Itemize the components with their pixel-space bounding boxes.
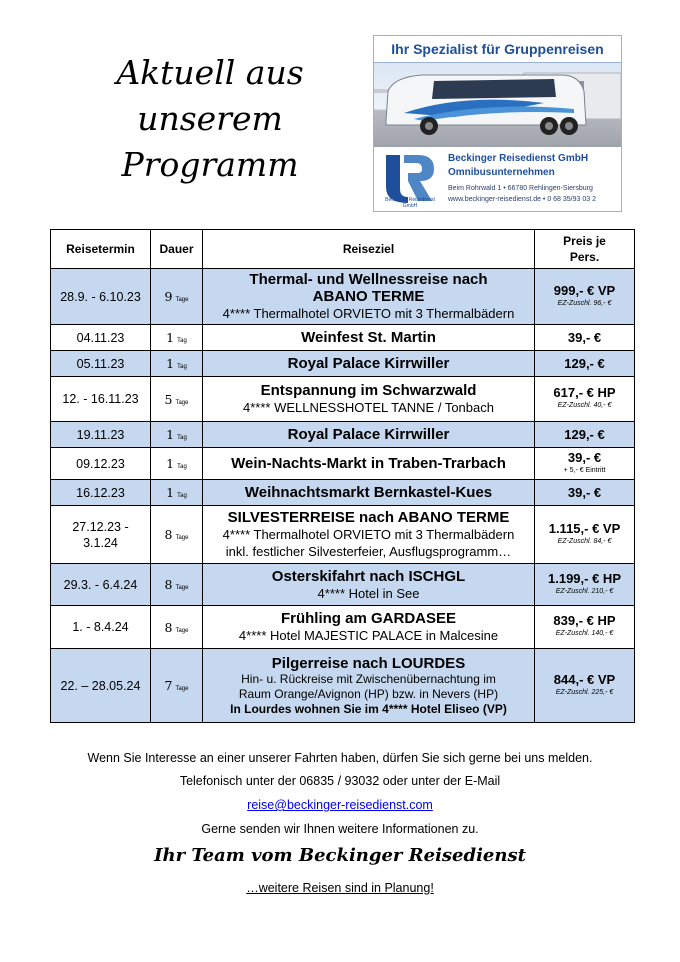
trip-destination [203,325,535,351]
travel-program-table [50,229,635,723]
trip-days: 1 [166,330,175,345]
trip-price: 129,- € [564,356,605,371]
trip-hotel: 4**** Hotel in See [317,585,420,601]
trip-date-line-2: 3.1.24 [83,535,118,550]
trip-hotel: 4**** WELLNESSHOTEL TANNE / Tonbach [243,400,494,415]
email-link[interactable]: reise@beckinger-reisedienst.com [247,798,433,812]
trip-title: Royal Palace Kirrwiller [287,426,450,443]
trip-duration [151,351,203,377]
company-name: Beckinger Reisedienst GmbH [448,153,589,164]
table-row [51,448,635,480]
header-price [535,230,635,269]
trip-title: Weinfest St. Martin [301,329,436,346]
header-date: Reisetermin [51,230,151,269]
bus-photo [374,63,621,147]
trip-price-note: EZ-Zuschl. 96,- € [557,299,612,307]
trip-duration [151,325,203,351]
trip-days: 1 [166,356,175,371]
trip-days: 1 [166,427,175,442]
more-trips-row [40,881,640,895]
table-row [51,377,635,422]
heading-line-1: Aktuell aus [116,53,304,92]
trip-hotel: In Lourdes wohnen Sie im 4**** Hotel Eliseo (VP) [230,701,507,716]
trip-title: Wein-Nachts-Markt in Traben-Trarbach [231,455,506,472]
trip-price-cell [535,448,635,480]
trip-title: Frühling am GARDASEE [280,610,456,627]
trip-duration [151,448,203,480]
trip-price-cell [535,480,635,506]
trip-days-unit: Tage [175,627,189,634]
trip-days-unit: Tage [175,535,189,541]
company-info [374,147,621,211]
trip-date: 28.9. - 6.10.23 [51,269,151,325]
trip-price: 129,- € [564,427,605,442]
table-row [51,506,635,564]
trip-price-note: EZ-Zuschl. 210,- € [555,587,614,595]
trip-hotel: 4**** Thermalhotel ORVIETO mit 3 Thermalbädern [222,527,515,542]
company-address: Beim Rohrwald 1 • 66780 Rehlingen-Siersburg [448,185,593,192]
trip-destination [203,377,535,422]
trip-hotel: 4**** Thermalhotel ORVIETO mit 3 Thermalbädern [222,306,515,321]
trip-date: 1. - 8.4.24 [51,606,151,649]
trip-days-unit: Tag [177,464,187,470]
trip-days: 8 [164,527,173,542]
trip-destination [203,480,535,506]
company-advert [373,35,622,212]
trip-date: 04.11.23 [51,325,151,351]
trip-date: 16.12.23 [51,480,151,506]
page-heading [60,50,360,188]
table-row [51,649,635,723]
trip-price-cell [535,606,635,649]
table-row [51,564,635,606]
trip-destination [203,351,535,377]
trip-days-unit: Tage [175,686,189,692]
table-row [51,269,635,325]
header-price-line-2: Pers. [569,250,600,264]
trip-duration [151,506,203,564]
trip-date: 09.12.23 [51,448,151,480]
trip-duration [151,649,203,723]
trip-price-note: EZ-Zuschl. 225,- € [555,688,614,696]
bus-icon [374,63,621,147]
trip-days: 8 [164,619,173,635]
trip-days: 1 [166,456,175,471]
trip-price: 39,- € [567,330,602,345]
trip-days-unit: Tage [175,585,189,591]
more-trips-note: …weitere Reisen sind in Planung! [246,881,434,895]
trip-days-unit: Tag [177,435,187,441]
trip-extras: inkl. festlicher Silvesterfeier, Ausflugsprogramm… [225,544,512,559]
heading-line-2: unserem [137,99,283,138]
trip-days-unit: Tag [177,338,187,344]
table-row [51,325,635,351]
trip-price: 999,- € VP [553,282,616,298]
trip-days: 5 [164,391,173,407]
trip-days-unit: Tage [175,399,189,406]
trip-days: 1 [166,485,175,500]
header-duration: Dauer [151,230,203,269]
trip-days-unit: Tage [175,297,189,303]
trip-destination [203,448,535,480]
trip-price-cell [535,506,635,564]
trip-destination [203,269,535,325]
table-header-row [51,230,635,269]
trip-title: Osterskifahrt nach ISCHGL [271,567,466,585]
trip-destination [203,506,535,564]
trip-date: 22. – 28.05.24 [51,649,151,723]
trip-title-line-2: ABANO TERME [312,288,425,305]
more-info-text: Gerne senden wir Ihnen weitere Informationen zu. [201,822,479,836]
trip-date-line-1: 27.12.23 - [72,519,129,534]
trip-title: Weihnachtsmarkt Bernkastel-Kues [244,484,493,501]
company-subtitle: Omnibusunternehmen [448,167,555,178]
trip-route: Hin- u. Rückreise mit Zwischenübernachtung im [241,671,496,686]
trip-duration [151,377,203,422]
trip-destination [203,649,535,723]
trip-price: 844,- € VP [553,671,616,687]
trip-days: 8 [164,577,173,592]
trip-duration [151,606,203,649]
trip-price-cell [535,422,635,448]
header-price-line-1: Preis je [563,234,606,248]
trip-days-unit: Tag [177,493,187,499]
table-row [51,351,635,377]
trip-date: 12. - 16.11.23 [51,377,151,422]
trip-price-cell [535,377,635,422]
trip-price-cell [535,325,635,351]
heading-line-3: Programm [121,145,299,184]
logo-caption: Beckinger Reisedienst GmbH [385,197,435,209]
trip-title: Entspannung im Schwarzwald [260,382,477,399]
trip-price-cell [535,269,635,325]
trip-date: 19.11.23 [51,422,151,448]
trip-date [51,506,151,564]
trip-duration [151,480,203,506]
trip-date: 29.3. - 6.4.24 [51,564,151,606]
trip-price: 1.199,- € HP [548,570,621,586]
trip-price: 39,- € [567,485,602,500]
trip-price-cell [535,351,635,377]
trip-price-cell [535,649,635,723]
trip-days-unit: Tag [177,364,187,370]
trip-price-note: EZ-Zuschl. 84,- € [557,537,612,545]
trip-route-line-2: Raum Orange/Avignon (HP) bzw. in Nevers (HP) [238,686,499,701]
table-row [51,480,635,506]
trip-duration [151,422,203,448]
table-row [51,606,635,649]
trip-price-note: + 5,- € Eintritt [563,466,606,474]
trip-price: 39,- € [567,449,602,465]
trip-title: Thermal- und Wellnessreise nach [249,271,488,288]
trip-price: 1.115,- € VP [548,520,621,536]
trip-title: Royal Palace Kirrwiller [287,355,450,372]
table-row [51,422,635,448]
trip-duration [151,564,203,606]
trip-price-note: EZ-Zuschl. 140,- € [555,630,614,637]
trip-destination [203,564,535,606]
trip-title: SILVESTERREISE nach ABANO TERME [227,509,510,526]
contact-intro: Wenn Sie Interesse an einer unserer Fahrten haben, dürfen Sie sich gerne bei uns melden. [87,751,593,765]
trip-days: 9 [164,289,173,304]
trip-days: 7 [164,678,173,693]
trip-destination [203,606,535,649]
trip-duration [151,269,203,325]
trip-price-cell [535,564,635,606]
signature: Ihr Team vom Beckinger Reisedienst [154,845,526,866]
contact-email-row [40,798,640,812]
company-web-phone: www.beckinger-reisedienst.de • 0 68 35/93 03 2 [448,196,596,203]
contact-phone: Telefonisch unter der 06835 / 93032 oder unter der E-Mail [179,774,501,788]
trip-date: 05.11.23 [51,351,151,377]
advert-banner: Ihr Spezialist für Gruppenreisen [374,36,621,63]
trip-price: 617,- € HP [553,385,616,400]
trip-hotel: 4**** Hotel MAJESTIC PALACE in Malcesine [238,628,499,643]
trip-destination [203,422,535,448]
trip-title: Pilgerreise nach LOURDES [271,654,466,672]
trip-price-note: EZ-Zuschl. 40,- € [557,402,612,409]
trip-price: 839,- € HP [553,613,616,628]
header-destination: Reiseziel [203,230,535,269]
